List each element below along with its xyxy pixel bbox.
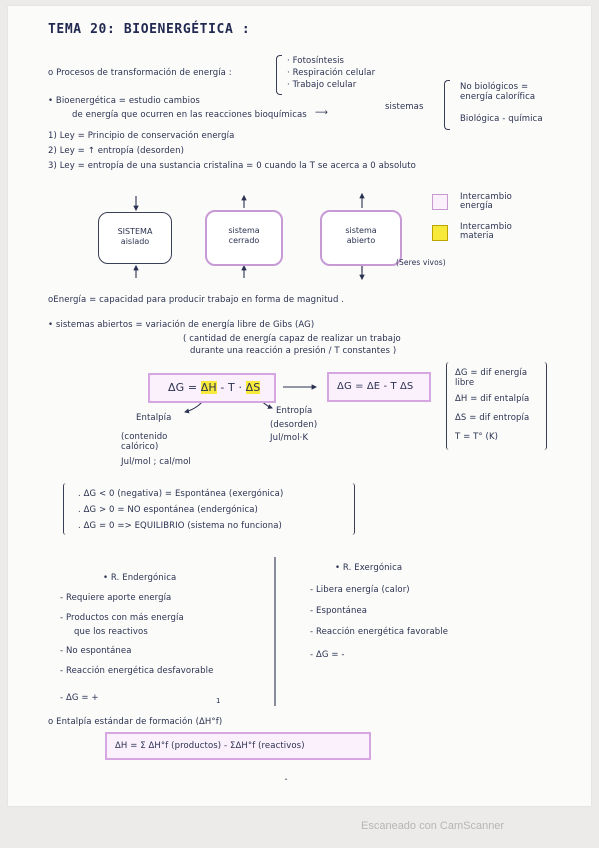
energia-definition: oEnergía = capacidad para producir trabajo en forma de magnitud . xyxy=(48,295,345,305)
definition-dh: ΔH = dif entalpía xyxy=(455,394,530,404)
contenido-calorico-label: (contenido calórico) xyxy=(121,432,168,452)
formula-final-box xyxy=(105,732,371,760)
endergonica-item-1: - Requiere aporte energía xyxy=(60,593,172,603)
page-mark: ˆ xyxy=(284,778,289,787)
signo-positivo: . ΔG > 0 = NO espontánea (endergónica) xyxy=(78,505,258,515)
bioenergetica-line-1: • Bioenergética = estudio cambios xyxy=(48,96,200,106)
procesos-item-3: · Trabajo celular xyxy=(287,80,357,90)
legend-intercambio-energia: Intercambio energía xyxy=(460,192,512,211)
abiertos-line-3: durante una reacción a presión / T constantes ) xyxy=(190,346,397,356)
endergonica-item-4: - No espontánea xyxy=(60,646,132,656)
seres-vivos-text: (Seres vivos) xyxy=(396,258,446,267)
exergonica-item-3: - Reacción energética favorable xyxy=(310,627,449,637)
definition-ds: ΔS = dif entropía xyxy=(455,413,530,423)
endergonica-item-6: - ΔG = + xyxy=(60,693,99,703)
gibbs-formula-box xyxy=(148,373,276,403)
sistemas-item-1: No biológicos = energía calorífica xyxy=(460,82,536,102)
bioenergetica-line-2: de energía que ocurren en las reacciones bioquímicas xyxy=(72,110,307,120)
definition-dg: ΔG = dif energía libre xyxy=(455,368,528,388)
sistema-abierto-label: sistema abierto xyxy=(345,226,377,245)
formula-final: ΔH = Σ ΔH°f (productos) - ΣΔH°f (reactivos) xyxy=(115,741,305,751)
camscanner-watermark: Escaneado con CamScanner xyxy=(361,820,505,832)
entropia-label: Entropía xyxy=(276,406,313,416)
exergonica-title: • R. Exergónica xyxy=(335,563,403,573)
signo-negativo: . ΔG < 0 (negativa) = Espontánea (exergónica) xyxy=(78,489,284,499)
endergonica-item-2: - Productos con más energía xyxy=(60,613,184,623)
entalpia-label: Entalpía xyxy=(136,413,172,423)
definition-t: T = T° (K) xyxy=(455,432,499,442)
endergonica-item-3: que los reactivos xyxy=(74,627,148,637)
exergonica-item-2: - Espontánea xyxy=(310,606,368,616)
entalpia-units: Jul/mol ; cal/mol xyxy=(121,457,191,467)
desorden-label: (desorden) xyxy=(270,420,318,430)
sistemas-text: sistemas xyxy=(385,102,424,112)
sistema-cerrado-label: sistema cerrado xyxy=(228,226,260,245)
procesos-item-1: · Fotosíntesis xyxy=(287,56,345,66)
signo-cero: . ΔG = 0 => EQUILIBRIO (sistema no funciona) xyxy=(78,521,282,531)
sistema-aislado-label: SISTEMA aislado xyxy=(117,227,153,246)
entropia-units: Jul/mol·K xyxy=(270,433,309,443)
legend-intercambio-materia: Intercambio materia xyxy=(460,222,512,241)
arrow-to-sistemas: ⟶ xyxy=(315,108,329,118)
sistema-abierto-box xyxy=(320,210,402,266)
gibbs-alt-formula-box xyxy=(327,372,431,402)
gibbs-formula xyxy=(168,382,260,394)
sistema-aislado-box xyxy=(98,212,172,264)
gibbs-alt-formula: ΔG = ΔE - T ΔS xyxy=(337,381,414,392)
page-number: 1 xyxy=(216,697,221,705)
procesos-item-2: · Respiración celular xyxy=(287,68,376,78)
entalpia-estandar-text: o Entalpía estándar de formación (ΔH°f) xyxy=(48,717,223,727)
delta-h-highlight: ΔH xyxy=(200,381,217,394)
exergonica-item-1: - Libera energía (calor) xyxy=(310,585,410,595)
page-title: TEMA 20: BIOENERGÉTICA : xyxy=(48,22,251,37)
exergonica-item-4: - ΔG = - xyxy=(310,650,345,660)
gibbs-prefix: ΔG = xyxy=(168,381,201,394)
endergonica-item-5: - Reacción energética desfavorable xyxy=(60,666,214,676)
endergonica-title: • R. Endergónica xyxy=(103,573,177,583)
ley-1: 1) Ley = Principio de conservación energía xyxy=(48,131,235,141)
procesos-text: o Procesos de transformación de energía : xyxy=(48,68,232,78)
sistemas-item-2: Biológica - química xyxy=(460,114,543,124)
gibbs-mid: - T · xyxy=(216,381,246,394)
sistema-cerrado-box xyxy=(205,210,283,266)
abiertos-line-1: • sistemas abiertos = variación de energía libre de Gibs (AG) xyxy=(48,320,315,330)
delta-s-highlight: ΔS xyxy=(245,381,261,394)
ley-3: 3) Ley = entropía de una sustancia cristalina = 0 cuando la T se acerca a 0 absoluto xyxy=(48,161,416,171)
ley-2: 2) Ley = ↑ entropía (desorden) xyxy=(48,146,184,156)
abiertos-line-2: ( cantidad de energía capaz de realizar un trabajo xyxy=(183,334,401,344)
